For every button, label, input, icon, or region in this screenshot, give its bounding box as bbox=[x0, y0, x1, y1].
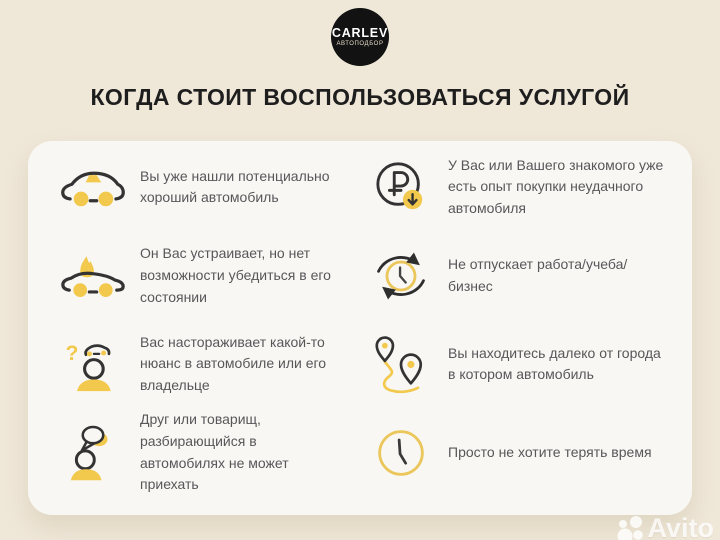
benefit-text: Не отпускает работа/учеба/бизнес bbox=[448, 256, 628, 294]
logo-tagline-text: АВТОПОДБОР bbox=[336, 41, 384, 48]
clock-cycle-icon bbox=[362, 247, 440, 305]
benefit-text: Друг или товарищ, разбирающийся в автомобилях не может приехать bbox=[140, 411, 289, 493]
avito-watermark-text: Avito bbox=[647, 513, 714, 540]
benefit-text: Вас настораживает какой-то нюанс в автомобиле или его владельце bbox=[140, 333, 327, 394]
avito-logo-icon bbox=[615, 514, 645, 540]
benefit-item-busy bbox=[362, 232, 666, 321]
page-title: КОГДА СТОИТ ВОСПОЛЬЗОВАТЬСЯ УСЛУГОЙ bbox=[90, 84, 630, 110]
person-question-icon bbox=[54, 336, 132, 393]
benefit-item-far-away bbox=[362, 320, 666, 409]
benefit-text: Вы уже нашли потенциально хороший автомобиль bbox=[140, 167, 330, 206]
benefit-text: Вы находитесь далеко от города в котором автомобиль bbox=[448, 344, 661, 383]
benefit-item-found-car bbox=[54, 143, 346, 232]
benefit-text: У Вас или Вашего знакомого уже есть опыт покупки неудачного автомобиля bbox=[448, 156, 664, 217]
benefit-text: Просто не хотите терять время bbox=[448, 443, 652, 460]
benefit-item-no-inspection bbox=[54, 232, 346, 321]
car-icon bbox=[54, 163, 132, 211]
right-column bbox=[362, 143, 666, 497]
benefit-item-friend-unavailable bbox=[54, 409, 346, 498]
left-column bbox=[54, 143, 346, 497]
benefit-item-bad-purchase bbox=[362, 143, 666, 232]
benefits-card bbox=[28, 141, 692, 515]
person-chat-icon bbox=[54, 424, 132, 482]
carlev-logo bbox=[331, 8, 389, 66]
ruble-loss-icon bbox=[362, 160, 440, 214]
benefit-text: Он Вас устраивает, но нет возможности убедиться в его состоянии bbox=[140, 245, 331, 305]
svg-text:?: ? bbox=[65, 340, 79, 365]
avito-watermark bbox=[615, 513, 715, 540]
clock-icon bbox=[362, 427, 440, 479]
route-pins-icon bbox=[362, 334, 440, 395]
benefit-item-save-time bbox=[362, 409, 666, 498]
logo-brand-text: CARLEV bbox=[331, 25, 389, 40]
benefit-item-doubts bbox=[54, 320, 346, 409]
burning-car-icon bbox=[54, 249, 132, 302]
